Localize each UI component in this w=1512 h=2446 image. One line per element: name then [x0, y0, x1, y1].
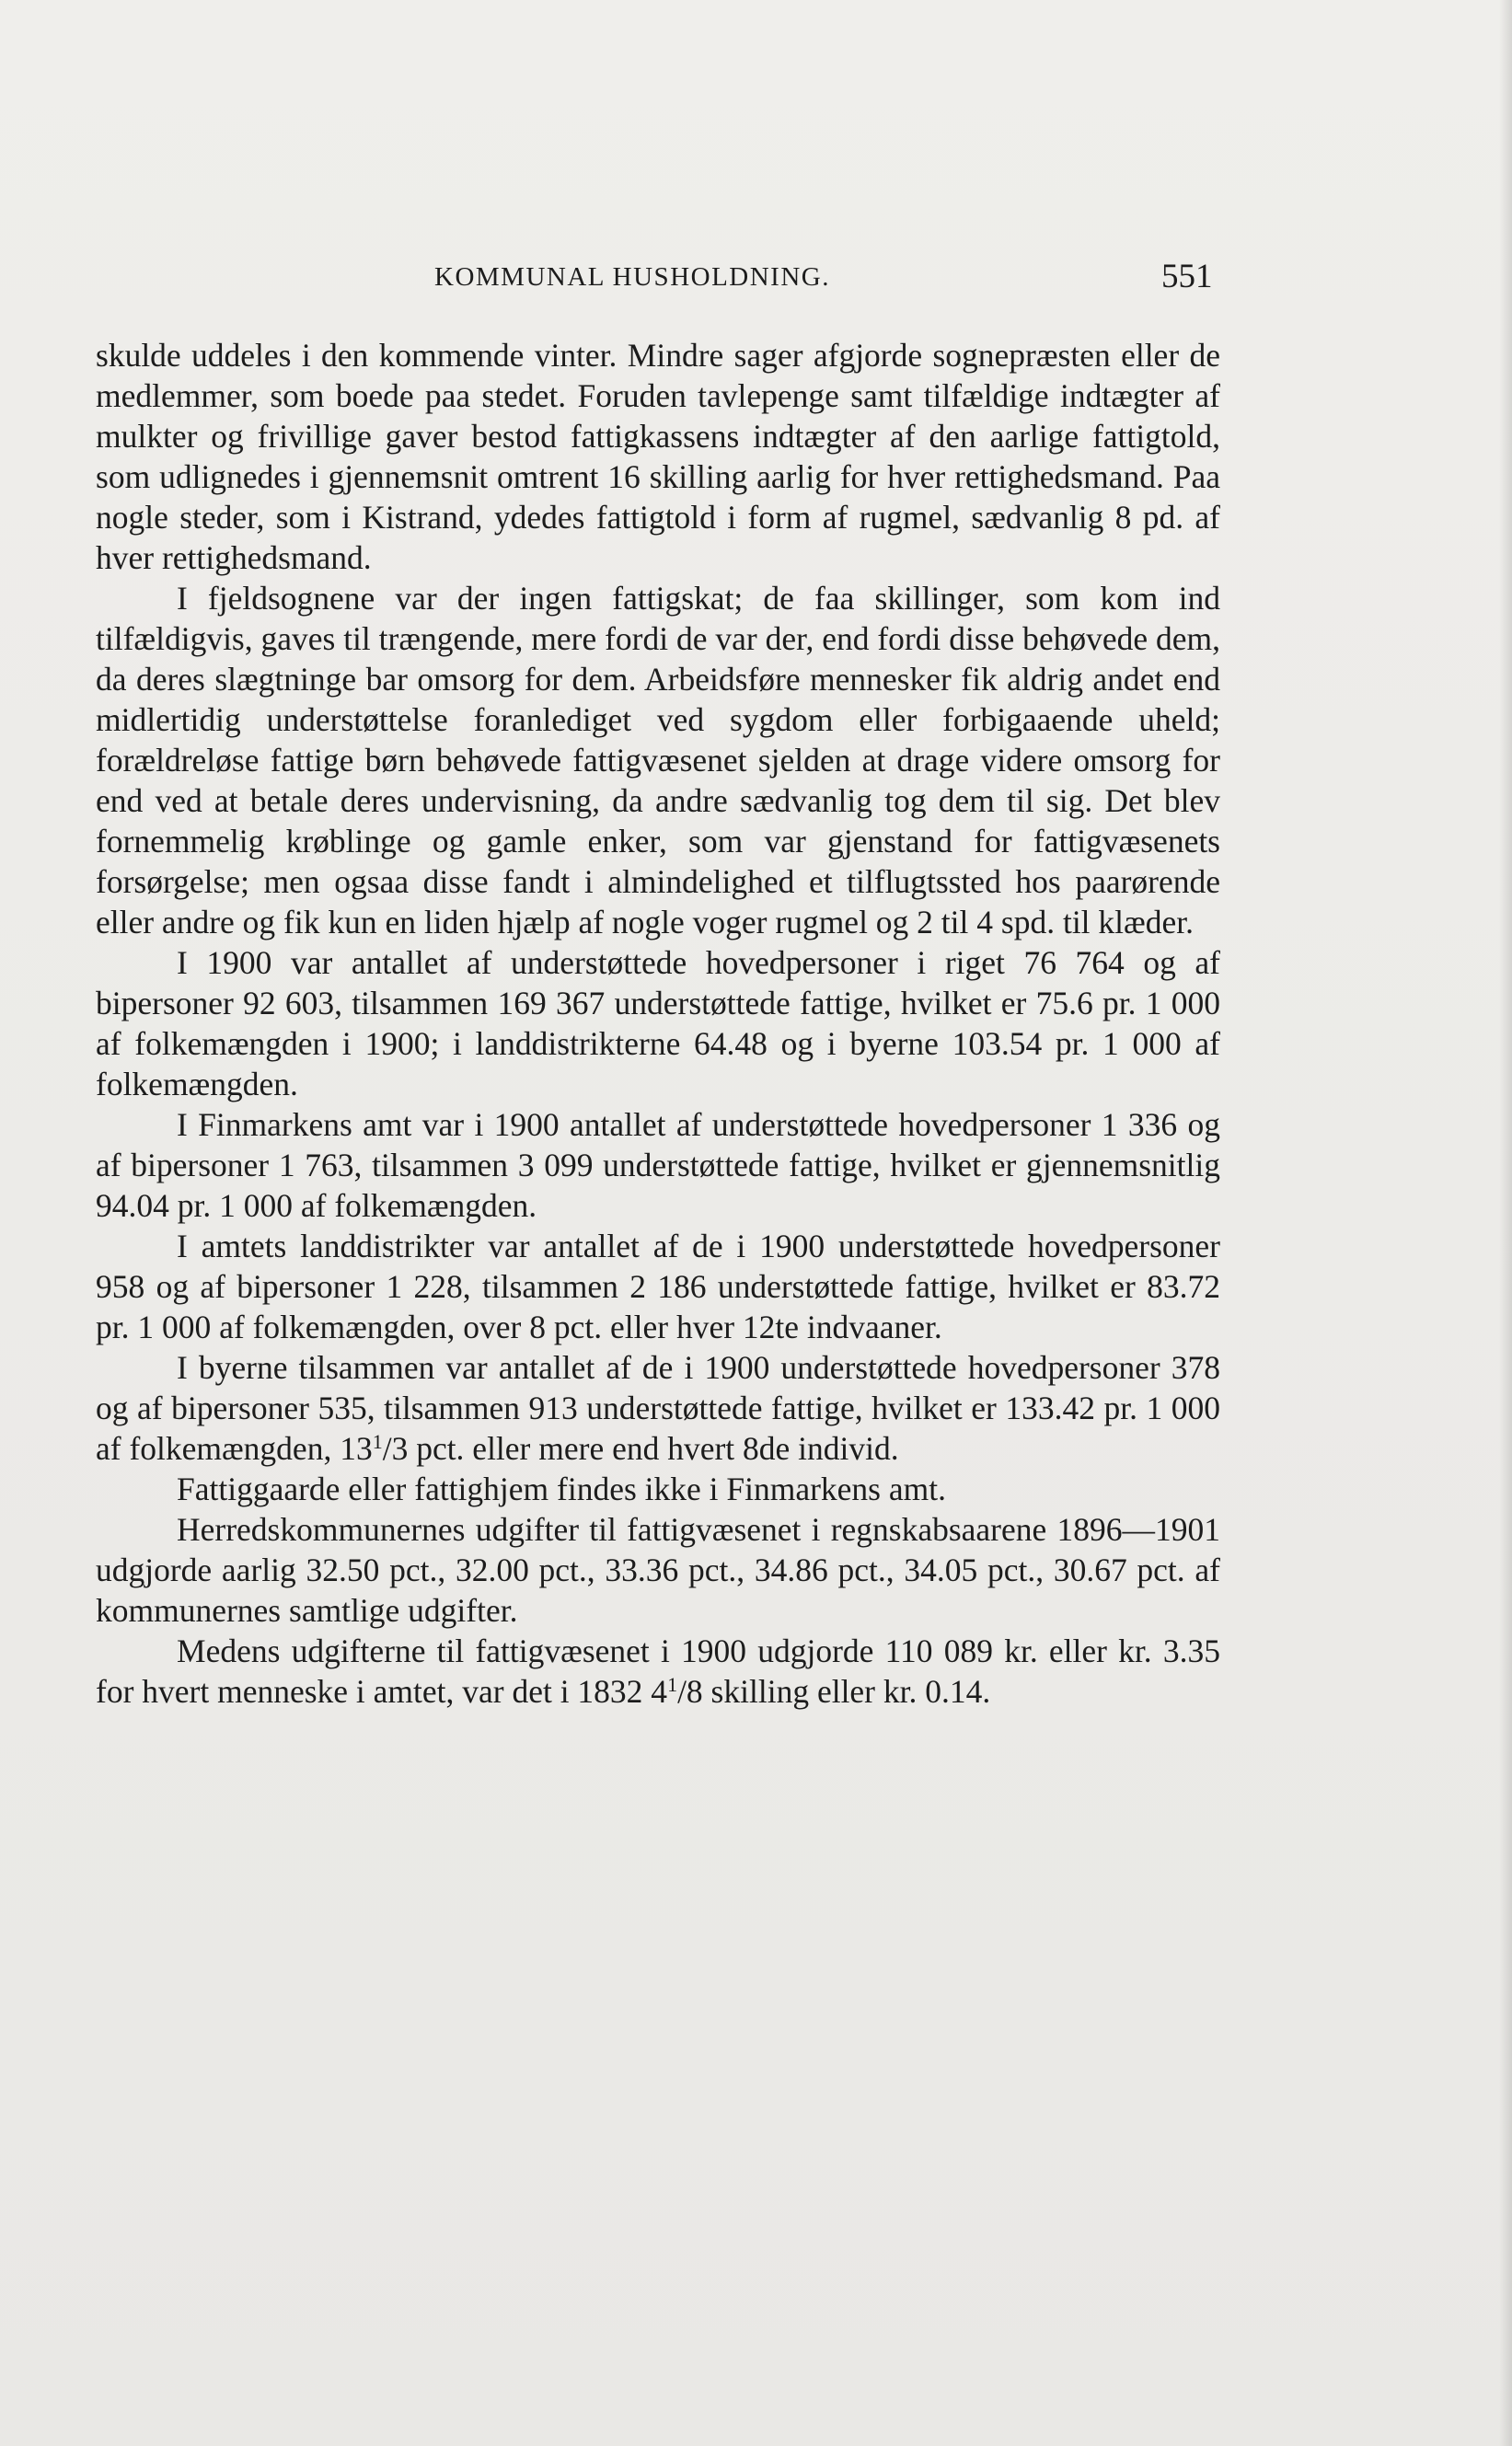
paragraph-4: I Finmarkens amt var i 1900 antallet af understøttede hovedpersoner 1 336 og af bipersoner 1 763, tilsammen 3 099 understøttede fattige, hvilket er gjennemsnitlig 94.04 pr. 1 000 af folkemængden. — [96, 1106, 1220, 1224]
running-header — [0, 254, 1512, 300]
page-number: 551 — [1161, 258, 1213, 295]
paragraph-9-superscript: 1 — [667, 1673, 678, 1696]
paragraph-9 — [96, 1631, 1220, 1712]
paragraph-1: skulde uddeles i den kommende vinter. Mindre sager afgjorde sognepræsten eller de medlemmer, som boede paa stedet. Foruden tavlepenge samt tilfældige indtægter af mulkter og frivillige gaver bestod fattigkassens indtægter af den aarlige fattigtold, som udlignedes i gjennemsnit omtrent 16 skilling aarlig for hver rettighedsmand. Paa nogle steder, som i Kistrand, ydedes fattigtold i form af rugmel, sædvanlig 8 pd. af hver rettighedsmand. — [96, 337, 1220, 576]
paragraph-7: Fattiggaarde eller fattighjem findes ikke i Finmarkens amt. — [177, 1471, 946, 1507]
paragraph-6-text-after: /3 pct. eller mere end hvert 8de individ. — [382, 1430, 899, 1467]
paragraph-6-text-before: I byerne tilsammen var antallet af de i 1900 understøttede hovedpersoner 378 og af bipersoner 535, tilsammen 913 understøttede fattige, hvilket er 133.42 pr. 1 000 af folkemængden, 13 — [96, 1349, 1220, 1467]
paragraph-9-text-after: /8 skilling eller kr. 0.14. — [677, 1673, 991, 1710]
paragraph-5: I amtets landdistrikter var antallet af de i 1900 understøttede hovedpersoner 958 og af bipersoner 1 228, tilsammen 2 186 understøttede fattige, hvilket er 83.72 pr. 1 000 af folkemængden, over 8 pct. eller hver 12te indvaaner. — [96, 1228, 1220, 1345]
paragraph-9-text-before: Medens udgifterne til fattigvæsenet i 1900 udgjorde 110 089 kr. eller kr. 3.35 for hvert menneske i amtet, var det i 1832 4 — [96, 1633, 1220, 1710]
body-text — [96, 335, 1220, 1712]
paragraph-2: I fjeldsognene var der ingen fattigskat; de faa skillinger, som kom ind tilfældigvis, gaves til trængende, mere fordi de var der, end fordi disse behøvede dem, da deres slægtninge bar omsorg for dem. Arbeidsføre mennesker fik aldrig andet end midlertidig understøttelse foranlediget ved sygdom eller forbigaaende uheld; forældreløse fattige børn behøvede fattigvæsenet sjelden at drage videre omsorg for end ved at betale deres undervisning, da andre sædvanlig tog dem til sig. Det blev fornemmelig krøblinge og gamle enker, som var gjenstand for fattigvæsenets forsørgelse; men ogsaa disse fandt i almindelighed et tilflugtssted hos paarørende eller andre og fik kun en liden hjælp af nogle voger rugmel og 2 til 4 spd. til klæder. — [96, 580, 1221, 940]
paragraph-6-superscript: 1 — [372, 1430, 383, 1453]
paragraph-3: I 1900 var antallet af understøttede hovedpersoner i riget 76 764 og af bipersoner 92 603, tilsammen 169 367 understøttede fattige, hvilket er 75.6 pr. 1 000 af folkemængden i 1900; i landdistrikterne 64.48 og i byerne 103.54 pr. 1 000 af folkemængden. — [96, 944, 1220, 1102]
running-title: KOMMUNAL HUSHOLDNING. — [434, 262, 830, 292]
page-edge-shadow — [1499, 0, 1512, 2446]
paragraph-6 — [96, 1347, 1220, 1469]
paragraph-8: Herredskommunernes udgifter til fattigvæsenet i regnskabsaarene 1896—1901 udgjorde aarlig 32.50 pct., 32.00 pct., 33.36 pct., 34.86 pct., 34.05 pct., 30.67 pct. af kommunernes samtlige udgifter. — [96, 1511, 1220, 1629]
